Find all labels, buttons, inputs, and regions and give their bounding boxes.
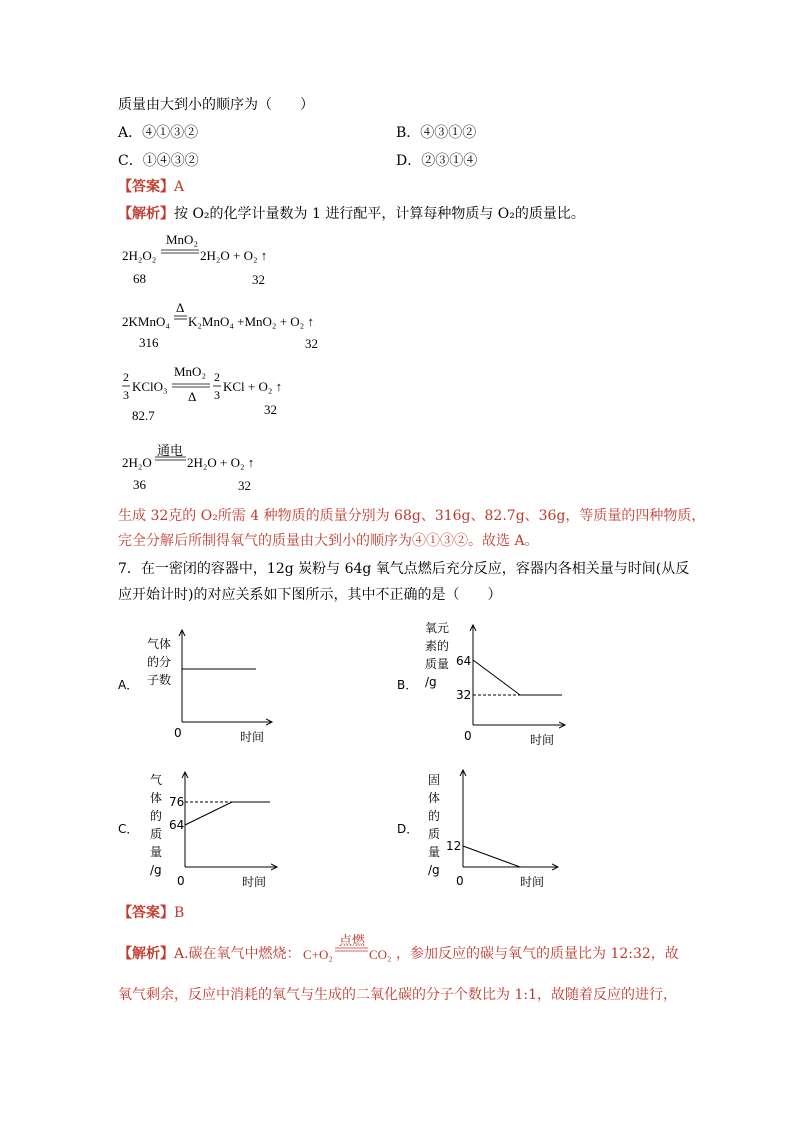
graph-d-ylabel-1: 固 bbox=[428, 773, 441, 787]
eq3-cond-top: MnO₂ bbox=[174, 364, 206, 379]
graph-b-ylabel-3: 质量 bbox=[425, 657, 450, 671]
eq2-rhs: K₂MnO₄ +MnO₂ + O₂ ↑ bbox=[188, 314, 314, 329]
eq2-mass-1: 316 bbox=[139, 335, 159, 350]
analysis-label: 【解析】 bbox=[118, 206, 174, 222]
q6-conclusion-line-2: 完全分解后所制得氧气的质量由大到小的顺序为④①③②。故选 A。 bbox=[118, 533, 539, 549]
eq3-mass-1: 82.7 bbox=[132, 408, 155, 423]
analysis-text: 按 O₂的化学计量数为 1 进行配平，计算每种物质与 O₂的质量比。 bbox=[174, 206, 585, 222]
graph-a-ylabel-3: 子数 bbox=[147, 673, 172, 687]
graph-d-ylabel-5: 量 bbox=[428, 845, 441, 859]
answer-value: B bbox=[174, 905, 185, 921]
eq3-lhs: KClO₃ bbox=[132, 379, 168, 394]
graph-a-xlabel: 时间 bbox=[240, 730, 265, 744]
eq3-frac-den: 3 bbox=[123, 388, 129, 402]
q6-conclusion-line-1: 生成 32克的 O₂所需 4 种物质的质量分别为 68g、316g、82.7g、36g，等质量的四种物质， bbox=[118, 508, 706, 524]
graph-c-ylabel-1: 气 bbox=[150, 773, 163, 787]
graph-c-ylabel-4: 质 bbox=[150, 827, 163, 841]
graph-d-label: D． bbox=[397, 822, 419, 836]
graph-c-tick-76: 76 bbox=[169, 795, 185, 809]
eq2-lhs: 2KMnO₄ bbox=[122, 314, 170, 329]
eq1-condition: MnO₂ bbox=[166, 232, 198, 247]
graph-c-ylabel-2: 体 bbox=[150, 791, 163, 805]
graph-b-tick-32: 32 bbox=[456, 688, 472, 702]
q6-option-d: D．②③①④ bbox=[396, 153, 478, 169]
eq4-condition: 通电 bbox=[157, 444, 184, 459]
eq4-mass-2: 32 bbox=[238, 478, 251, 493]
q6-option-a: A．④①③② bbox=[118, 125, 199, 141]
q6-option-b: B．④③①② bbox=[396, 125, 477, 141]
eq1-lhs: 2H₂O₂ bbox=[122, 248, 157, 263]
eq1-rhs: 2H₂O + O₂ ↑ bbox=[200, 248, 268, 263]
graph-a-origin: 0 bbox=[174, 726, 182, 740]
q6-option-c: C．①④③② bbox=[118, 153, 199, 169]
graph-b-label: B． bbox=[397, 678, 418, 692]
q6-stem-tail: 质量由大到小的顺序为（ ） bbox=[118, 97, 314, 113]
graph-d-ylabel-2: 体 bbox=[428, 791, 441, 805]
eq4-lhs: 2H₂O bbox=[122, 455, 152, 470]
graph-a-label: A． bbox=[118, 678, 139, 692]
graph-a-ylabel-2: 的分 bbox=[147, 655, 172, 669]
eq1-mass-1: 68 bbox=[133, 271, 146, 286]
graph-d-ylabel-6: /g bbox=[428, 863, 440, 877]
eq3-rhs: KCl + O₂ ↑ bbox=[223, 379, 283, 394]
eq3-frac-num: 2 bbox=[123, 370, 129, 384]
graph-b-origin: 0 bbox=[464, 729, 472, 743]
q7-eq-rhs: CO₂ bbox=[369, 947, 392, 962]
graph-b-ylabel-2: 素的 bbox=[425, 639, 450, 653]
eq2-mass-2: 32 bbox=[305, 336, 318, 351]
eq3-frac-den-2: 3 bbox=[214, 388, 220, 402]
q7-eq-condition: 点燃 bbox=[339, 934, 366, 949]
q7-analysis-line-2: 氧气剩余，反应中消耗的氧气与生成的二氧化碳的分子个数比为 1:1，故随着反应的进行， bbox=[118, 987, 677, 1003]
analysis-text-pre: A.碳在氧气中燃烧： bbox=[174, 946, 301, 962]
answer-label: 【答案】 bbox=[118, 179, 174, 195]
graph-d-ylabel-3: 的 bbox=[428, 809, 441, 823]
graph-b-ylabel-4: /g bbox=[425, 675, 437, 689]
answer-label: 【答案】 bbox=[118, 905, 174, 921]
graph-d-origin: 0 bbox=[456, 874, 464, 888]
eq4-mass-1: 36 bbox=[133, 477, 146, 492]
graph-b-tick-64: 64 bbox=[456, 654, 472, 668]
analysis-label: 【解析】 bbox=[118, 946, 174, 962]
graph-c-ylabel-3: 的 bbox=[150, 809, 163, 823]
q7-stem-line-1: 7．在一密闭的容器中，12g 炭粉与 64g 氧气点燃后充分反应，容器内各相关量与时间(从反 bbox=[118, 561, 690, 577]
eq3-mass-2: 32 bbox=[264, 402, 277, 417]
answer-value: A bbox=[174, 179, 185, 195]
graph-c-ylabel-6: /g bbox=[150, 863, 162, 877]
graph-c-ylabel-5: 量 bbox=[150, 845, 163, 859]
graph-c-label: C． bbox=[118, 822, 139, 836]
graph-d-ylabel-4: 质 bbox=[428, 827, 441, 841]
q7-stem-line-2: 应开始计时)的对应关系如下图所示，其中不正确的是（ ） bbox=[118, 587, 502, 603]
graph-d-xlabel: 时间 bbox=[520, 875, 545, 889]
eq1-mass-2: 32 bbox=[252, 272, 265, 287]
eq3-cond-bottom: Δ bbox=[188, 389, 197, 404]
graph-d-tick-12: 12 bbox=[446, 839, 462, 853]
q7-analysis-line-1-post: ，参加反应的碳与氧气的质量比为 12:32，故 bbox=[396, 946, 679, 962]
q7-eq-lhs: C+O₂ bbox=[303, 947, 333, 962]
graph-b-ylabel-1: 氧元 bbox=[425, 621, 450, 635]
eq2-condition: Δ bbox=[176, 300, 185, 315]
graph-a-ylabel-1: 气体 bbox=[147, 637, 172, 651]
graph-b-xlabel: 时间 bbox=[530, 733, 555, 747]
graph-c-origin: 0 bbox=[177, 874, 185, 888]
graph-c-tick-64: 64 bbox=[169, 818, 185, 832]
graph-c-xlabel: 时间 bbox=[242, 875, 267, 889]
eq3-frac-num-2: 2 bbox=[214, 370, 220, 384]
eq4-rhs: 2H₂O + O₂ ↑ bbox=[187, 455, 255, 470]
